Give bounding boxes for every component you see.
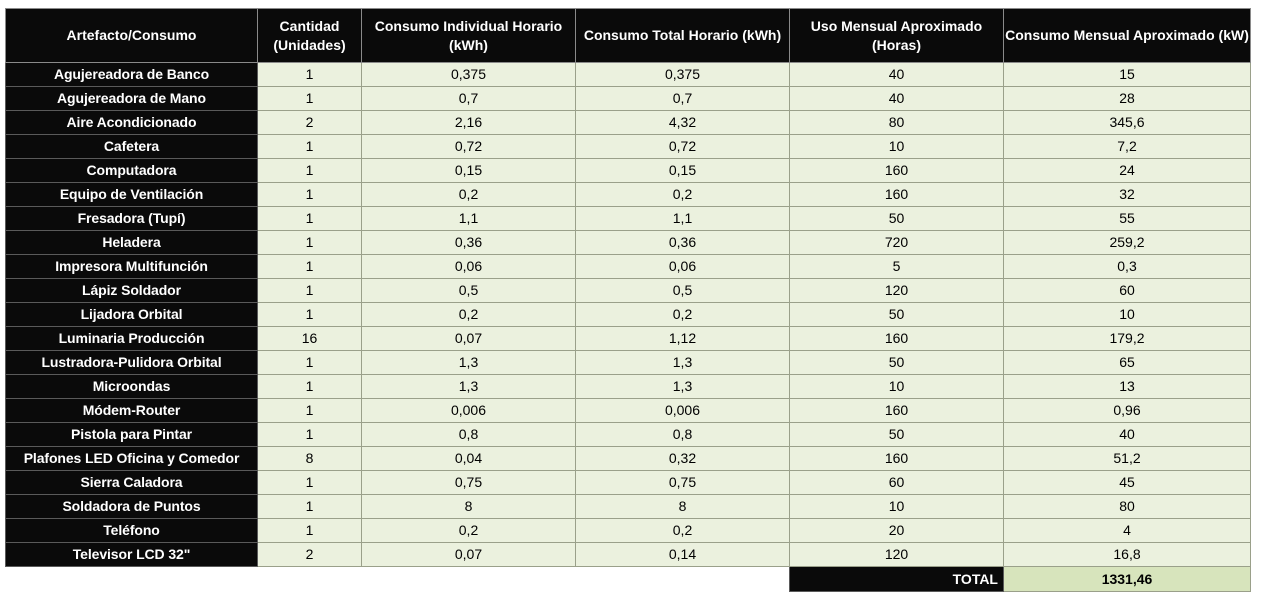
cell-cantidad[interactable]: 1 [258,183,362,207]
cell-cantidad[interactable]: 1 [258,207,362,231]
cell-consumo-total[interactable]: 8 [576,495,790,519]
cell-consumo-mensual[interactable]: 55 [1004,207,1251,231]
cell-consumo-individual[interactable]: 0,2 [362,303,576,327]
cell-cantidad[interactable]: 1 [258,231,362,255]
header-cantidad[interactable]: Cantidad (Unidades) [258,9,362,63]
cell-consumo-total[interactable]: 1,1 [576,207,790,231]
cell-consumo-mensual[interactable]: 51,2 [1004,447,1251,471]
row-label[interactable]: Microondas [6,375,258,399]
row-label[interactable]: Luminaria Producción [6,327,258,351]
cell-uso-mensual[interactable]: 60 [790,471,1004,495]
table-row [6,303,1251,327]
table-row [6,519,1251,543]
cell-consumo-individual[interactable]: 0,7 [362,87,576,111]
cell-consumo-total[interactable]: 0,06 [576,255,790,279]
cell-cantidad[interactable]: 1 [258,63,362,87]
table-row [6,183,1251,207]
row-label[interactable]: Cafetera [6,135,258,159]
cell-consumo-mensual[interactable]: 24 [1004,159,1251,183]
cell-consumo-mensual[interactable]: 16,8 [1004,543,1251,567]
cell-uso-mensual[interactable]: 50 [790,423,1004,447]
cell-cantidad[interactable]: 1 [258,159,362,183]
cell-consumo-individual[interactable]: 0,06 [362,255,576,279]
table-row [6,231,1251,255]
cell-uso-mensual[interactable]: 720 [790,231,1004,255]
cell-consumo-total[interactable]: 0,006 [576,399,790,423]
cell-consumo-mensual[interactable]: 179,2 [1004,327,1251,351]
cell-consumo-mensual[interactable]: 28 [1004,87,1251,111]
cell-uso-mensual[interactable]: 120 [790,279,1004,303]
row-label[interactable]: Lápiz Soldador [6,279,258,303]
header-artefacto[interactable]: Artefacto/Consumo [6,9,258,63]
table-row [6,279,1251,303]
table-footer [6,567,1251,592]
cell-cantidad[interactable]: 1 [258,87,362,111]
cell-cantidad[interactable]: 1 [258,471,362,495]
cell-consumo-total[interactable]: 0,75 [576,471,790,495]
table-row [6,255,1251,279]
header-row [6,9,1251,63]
cell-cantidad[interactable]: 1 [258,351,362,375]
cell-consumo-mensual[interactable]: 15 [1004,63,1251,87]
cell-cantidad[interactable]: 1 [258,255,362,279]
cell-consumo-individual[interactable]: 0,006 [362,399,576,423]
cell-consumo-total[interactable]: 0,72 [576,135,790,159]
table-row [6,327,1251,351]
row-label[interactable]: Teléfono [6,519,258,543]
cell-uso-mensual[interactable]: 10 [790,135,1004,159]
row-label[interactable]: Lustradora-Pulidora Orbital [6,351,258,375]
row-label[interactable]: Agujereadora de Mano [6,87,258,111]
table-row [6,423,1251,447]
row-label[interactable]: Impresora Multifunción [6,255,258,279]
cell-consumo-total[interactable]: 0,14 [576,543,790,567]
cell-uso-mensual[interactable]: 80 [790,111,1004,135]
table-row [6,159,1251,183]
consumption-table [5,8,1251,592]
cell-consumo-mensual[interactable]: 80 [1004,495,1251,519]
cell-uso-mensual[interactable]: 40 [790,87,1004,111]
cell-cantidad[interactable]: 1 [258,303,362,327]
cell-consumo-individual[interactable]: 1,1 [362,207,576,231]
row-label[interactable]: Módem-Router [6,399,258,423]
table-row [6,471,1251,495]
cell-consumo-total[interactable]: 1,3 [576,351,790,375]
cell-uso-mensual[interactable]: 160 [790,183,1004,207]
cell-consumo-total[interactable]: 0,32 [576,447,790,471]
cell-uso-mensual[interactable]: 20 [790,519,1004,543]
cell-consumo-individual[interactable]: 0,07 [362,327,576,351]
cell-consumo-individual[interactable]: 2,16 [362,111,576,135]
header-uso-mensual[interactable]: Uso Mensual Aproximado (Horas) [790,9,1004,63]
cell-uso-mensual[interactable]: 120 [790,543,1004,567]
cell-consumo-individual[interactable]: 0,75 [362,471,576,495]
cell-consumo-total[interactable]: 0,36 [576,231,790,255]
cell-consumo-mensual[interactable]: 259,2 [1004,231,1251,255]
cell-consumo-mensual[interactable]: 13 [1004,375,1251,399]
cell-uso-mensual[interactable]: 160 [790,159,1004,183]
table-row [6,87,1251,111]
cell-consumo-total[interactable]: 0,5 [576,279,790,303]
total-value[interactable]: 1331,46 [1004,567,1251,592]
header-consumo-mensual[interactable]: Consumo Mensual Aproximado (kW) [1004,9,1251,63]
cell-uso-mensual[interactable]: 40 [790,63,1004,87]
cell-consumo-individual[interactable]: 0,72 [362,135,576,159]
cell-consumo-total[interactable]: 0,375 [576,63,790,87]
cell-uso-mensual[interactable]: 160 [790,327,1004,351]
cell-uso-mensual[interactable]: 10 [790,375,1004,399]
total-row [6,567,1251,592]
table-row [6,495,1251,519]
cell-consumo-individual[interactable]: 0,2 [362,183,576,207]
cell-consumo-mensual[interactable]: 10 [1004,303,1251,327]
header-consumo-individual[interactable]: Consumo Individual Horario (kWh) [362,9,576,63]
cell-consumo-individual[interactable]: 1,3 [362,375,576,399]
cell-uso-mensual[interactable]: 50 [790,207,1004,231]
cell-uso-mensual[interactable]: 5 [790,255,1004,279]
cell-consumo-individual[interactable]: 0,07 [362,543,576,567]
cell-cantidad[interactable]: 2 [258,543,362,567]
table-row [6,351,1251,375]
cell-consumo-total[interactable]: 0,15 [576,159,790,183]
table-row [6,135,1251,159]
row-label[interactable]: Plafones LED Oficina y Comedor [6,447,258,471]
cell-consumo-individual[interactable]: 0,2 [362,519,576,543]
cell-uso-mensual[interactable]: 160 [790,399,1004,423]
spreadsheet-area [5,8,1251,592]
cell-consumo-mensual[interactable]: 0,96 [1004,399,1251,423]
cell-consumo-individual[interactable]: 0,36 [362,231,576,255]
cell-consumo-individual[interactable]: 0,8 [362,423,576,447]
row-label[interactable]: Fresadora (Tupí) [6,207,258,231]
row-label[interactable]: Equipo de Ventilación [6,183,258,207]
cell-consumo-individual[interactable]: 8 [362,495,576,519]
cell-cantidad[interactable]: 2 [258,111,362,135]
cell-consumo-individual[interactable]: 0,5 [362,279,576,303]
cell-consumo-mensual[interactable]: 7,2 [1004,135,1251,159]
cell-cantidad[interactable]: 1 [258,399,362,423]
cell-cantidad[interactable]: 1 [258,279,362,303]
cell-cantidad[interactable]: 1 [258,519,362,543]
cell-uso-mensual[interactable]: 10 [790,495,1004,519]
row-label[interactable]: Televisor LCD 32" [6,543,258,567]
table-row [6,207,1251,231]
row-label[interactable]: Soldadora de Puntos [6,495,258,519]
table-row [6,375,1251,399]
cell-uso-mensual[interactable]: 50 [790,303,1004,327]
total-label[interactable]: TOTAL [790,567,1004,592]
cell-uso-mensual[interactable]: 160 [790,447,1004,471]
row-label[interactable]: Computadora [6,159,258,183]
cell-consumo-mensual[interactable]: 40 [1004,423,1251,447]
cell-consumo-individual[interactable]: 1,3 [362,351,576,375]
header-consumo-total[interactable]: Consumo Total Horario (kWh) [576,9,790,63]
row-label[interactable]: Agujereadora de Banco [6,63,258,87]
cell-uso-mensual[interactable]: 50 [790,351,1004,375]
table-body [6,63,1251,567]
cell-consumo-total[interactable]: 0,2 [576,183,790,207]
cell-cantidad[interactable]: 1 [258,423,362,447]
cell-consumo-mensual[interactable]: 345,6 [1004,111,1251,135]
row-label[interactable]: Pistola para Pintar [6,423,258,447]
table-row [6,63,1251,87]
cell-consumo-individual[interactable]: 0,375 [362,63,576,87]
cell-consumo-mensual[interactable]: 4 [1004,519,1251,543]
cell-consumo-total[interactable]: 1,12 [576,327,790,351]
table-row [6,399,1251,423]
row-label[interactable]: Sierra Caladora [6,471,258,495]
cell-consumo-mensual[interactable]: 32 [1004,183,1251,207]
cell-consumo-mensual[interactable]: 45 [1004,471,1251,495]
cell-consumo-total[interactable]: 0,2 [576,519,790,543]
cell-cantidad[interactable]: 16 [258,327,362,351]
cell-cantidad[interactable]: 1 [258,135,362,159]
cell-consumo-individual[interactable]: 0,15 [362,159,576,183]
table-row [6,447,1251,471]
table-row [6,111,1251,135]
row-label[interactable]: Lijadora Orbital [6,303,258,327]
row-label[interactable]: Aire Acondicionado [6,111,258,135]
cell-consumo-total[interactable]: 0,2 [576,303,790,327]
cell-consumo-mensual[interactable]: 65 [1004,351,1251,375]
table-row [6,543,1251,567]
cell-consumo-total[interactable]: 0,7 [576,87,790,111]
cell-cantidad[interactable]: 1 [258,375,362,399]
row-label[interactable]: Heladera [6,231,258,255]
table-header [6,9,1251,63]
cell-consumo-mensual[interactable]: 0,3 [1004,255,1251,279]
cell-consumo-individual[interactable]: 0,04 [362,447,576,471]
total-row-spacer [6,567,790,592]
cell-consumo-total[interactable]: 4,32 [576,111,790,135]
cell-consumo-total[interactable]: 1,3 [576,375,790,399]
cell-consumo-mensual[interactable]: 60 [1004,279,1251,303]
cell-consumo-total[interactable]: 0,8 [576,423,790,447]
cell-cantidad[interactable]: 1 [258,495,362,519]
cell-cantidad[interactable]: 8 [258,447,362,471]
